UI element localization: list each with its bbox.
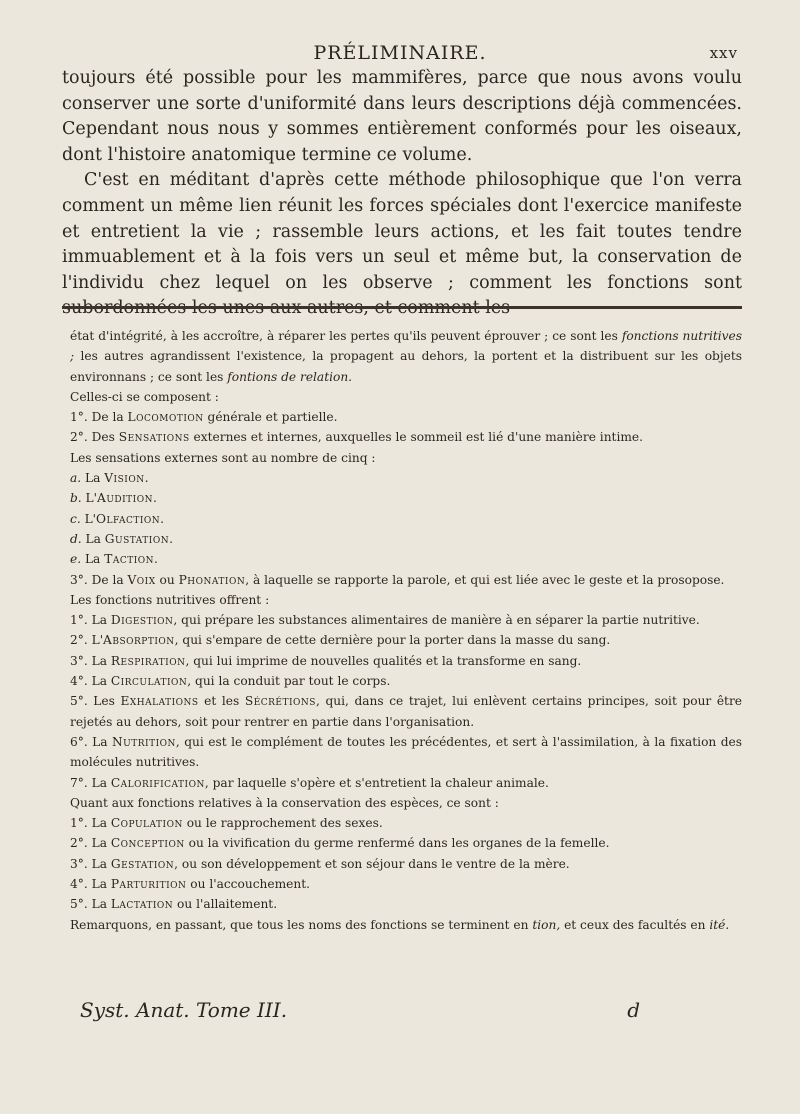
note-text: , à laquelle se rapporte la parole, et qui est liée avec le geste et la prosopose. <box>245 572 725 587</box>
note-smallcaps: Parturition <box>110 877 187 892</box>
note-text: et ceux des facultés en <box>560 917 710 932</box>
footnote-text <box>62 326 742 935</box>
note-text: ou la vivification du germe renfermé dans les organes de la femelle. <box>184 836 610 851</box>
signature-letter: d <box>627 998 640 1022</box>
note-text: 3°. De la <box>70 572 128 587</box>
note-text: , par laquelle s'opère et s'entretient la chaleur animale. <box>204 775 549 790</box>
paragraph: C'est en méditant d'après cette méthode philosophique que l'on verra comment un même lien réunit les forces spéciales dont l'exercice manifeste et entretient la vie ; rassemble leurs actions, et les fait toutes tendre immuablement et à la fois vers un seul et même but, la conservation de l'individu chez lequel on les observe ; comment les fonctions sont <box>62 170 742 293</box>
note-line <box>62 651 742 671</box>
note-text: La <box>81 552 105 567</box>
note-text: L' <box>80 511 97 526</box>
note-smallcaps: Absorption <box>103 633 175 648</box>
note-line <box>62 488 742 508</box>
note-italic: ité. <box>709 917 730 932</box>
note-smallcaps: Phonation <box>178 572 246 587</box>
note-smallcaps: Respiration <box>110 653 186 668</box>
note-line <box>62 529 742 549</box>
note-text: , qui est le complément de toutes les précédentes, et sert à l'assimilation, à la fixation des molécules nutritives. <box>70 734 742 770</box>
page-title: PRÉLIMINAIRE. <box>313 42 487 64</box>
note-text: 2°. Des <box>70 430 119 445</box>
note-line <box>62 427 742 447</box>
running-head <box>0 38 800 68</box>
note-smallcaps: Conception <box>110 836 185 851</box>
note-smallcaps: Lactation <box>110 897 174 912</box>
note-text: L' <box>81 491 98 506</box>
note-line <box>62 773 742 793</box>
note-text: Remarquons, en passant, que tous les noms des fonctions se terminent en <box>70 917 533 932</box>
note-line <box>62 833 742 853</box>
note-smallcaps: Nutrition <box>112 734 176 749</box>
note-text: externes et internes, auxquelles le sommeil est lié d'une manière intime. <box>189 430 643 445</box>
note-text: , qui s'empare de cette dernière pour la porter dans la masse du sang. <box>174 633 611 648</box>
note-text: 3°. La <box>70 653 111 668</box>
note-text: ou l'accouchement. <box>186 877 310 892</box>
note-smallcaps: Calorification <box>110 775 205 790</box>
note-line <box>62 326 742 387</box>
note-line <box>62 407 742 427</box>
note-text: 2°. La <box>70 836 111 851</box>
note-line <box>62 732 742 773</box>
note-text: générale et partielle. <box>203 410 338 425</box>
note-text: état d'intégrité, à les accroître, à réparer les pertes qu'ils peuvent éprouver ; ce sont les <box>70 329 622 343</box>
note-italic: fonctions nutritives ; <box>70 329 742 364</box>
note-line <box>62 671 742 691</box>
note-line <box>62 630 742 650</box>
note-text: 1°. De la <box>70 410 128 425</box>
note-letter: b. <box>70 491 82 506</box>
note-smallcaps: Audition. <box>97 491 158 506</box>
signature-line <box>80 998 680 1026</box>
note-text: ou l'allaitement. <box>173 897 278 912</box>
note-text: , qui, dans ce trajet, lui enlèvent certains principes, soit pour être rejetés au dehors, soit pour rentrer en partie dans l'organisation. <box>70 694 742 729</box>
note-smallcaps: Gustation. <box>104 531 174 546</box>
note-text: 1°. La <box>70 613 111 628</box>
note-letter: d. <box>70 531 82 546</box>
signature-mark: Syst. Anat. Tome III. <box>80 998 288 1022</box>
note-text: 3°. La <box>70 856 111 871</box>
note-text: et les <box>198 694 245 709</box>
note-smallcaps: Gestation <box>110 856 175 871</box>
paragraph: toujours été possible pour les mammifères, parce que nous avons voulu conserver une sorte d'uniformité dans leurs descriptions déjà commencées. Cependant nous nous y sommes entièrement conformés pour les oiseaux, dont l'histoire anatomique termine ce volume. <box>62 68 742 165</box>
note-text: La <box>81 531 105 546</box>
main-text <box>62 66 742 322</box>
note-text: , qui la conduit par tout le corps. <box>187 674 391 689</box>
note-text: 4°. La <box>70 877 111 892</box>
note-line <box>62 691 742 732</box>
note-line: Celles-ci se composent : <box>70 389 219 404</box>
note-line: Les sensations externes sont au nombre de cinq : <box>70 450 376 465</box>
note-letter: a. <box>70 471 82 486</box>
note-smallcaps: Digestion <box>110 613 174 628</box>
note-text: , qui prépare les substances alimentaires de manière à en séparer la partie nutritive. <box>173 613 700 628</box>
note-line <box>62 549 742 569</box>
note-italic: fontions de relation. <box>227 369 353 384</box>
note-smallcaps: Exhalations <box>120 694 199 709</box>
footnote-rule <box>62 306 742 309</box>
note-text: , ou son développement et son séjour dans le ventre de la mère. <box>174 856 570 871</box>
note-line <box>62 509 742 529</box>
note-letter: e. <box>70 552 82 567</box>
note-text: 1°. La <box>70 816 111 831</box>
note-text: ou <box>155 572 179 587</box>
note-line <box>62 854 742 874</box>
note-italic: tion, <box>532 917 561 932</box>
note-letter: c. <box>70 511 81 526</box>
note-line <box>62 570 742 590</box>
note-smallcaps: Locomotion <box>127 410 204 425</box>
note-text: 4°. La <box>70 674 111 689</box>
page-number: xxv <box>709 44 738 62</box>
note-text: 6°. La <box>70 734 112 749</box>
note-line: Quant aux fonctions relatives à la conservation des espèces, ce sont : <box>70 795 499 810</box>
note-smallcaps: Voix <box>127 572 156 587</box>
note-text: La <box>81 471 105 486</box>
note-line <box>62 610 742 630</box>
note-line <box>62 813 742 833</box>
note-text: 5°. Les <box>70 694 121 709</box>
note-text: ou le rapprochement des sexes. <box>182 816 383 831</box>
note-text: 5°. La <box>70 897 111 912</box>
note-smallcaps: Sensations <box>118 430 190 445</box>
note-line: Les fonctions nutritives offrent : <box>70 592 270 607</box>
note-smallcaps: Vision. <box>104 471 149 486</box>
note-text: les autres agrandissent l'existence, la propagent au dehors, la portent et la distribuent sur les objets environnans ; ce sont les <box>70 349 742 384</box>
note-smallcaps: Copulation <box>110 816 183 831</box>
note-smallcaps: Circulation <box>110 674 188 689</box>
note-line <box>62 468 742 488</box>
note-text: 7°. La <box>70 775 111 790</box>
note-line <box>62 894 742 914</box>
note-smallcaps: Sécrétions <box>244 694 316 709</box>
note-text: , qui lui imprime de nouvelles qualités et la transforme en sang. <box>185 653 582 668</box>
note-smallcaps: Taction. <box>104 552 159 567</box>
note-smallcaps: Olfaction. <box>96 511 165 526</box>
note-line <box>62 874 742 894</box>
note-line <box>62 915 742 935</box>
note-text: 2°. L' <box>70 633 104 648</box>
